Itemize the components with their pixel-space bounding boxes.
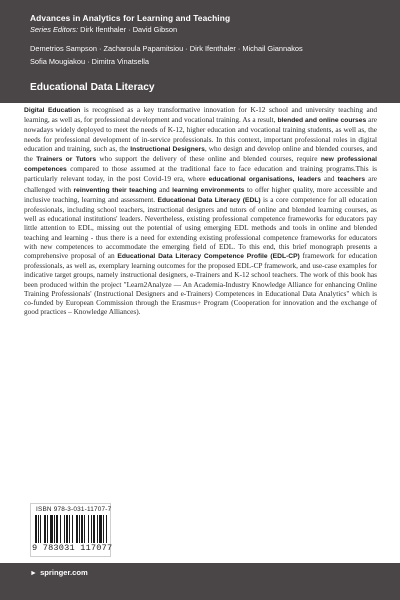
barcode-bar [81, 515, 83, 543]
blurb-segment: and [156, 184, 173, 194]
barcode-bar [38, 515, 39, 543]
arrow-icon: ► [30, 570, 37, 577]
barcode-bar [56, 515, 58, 543]
blurb-emphasis: Digital Education [24, 107, 81, 114]
book-title: Educational Data Literacy [30, 82, 155, 93]
blurb-emphasis: learning environments [172, 186, 245, 194]
barcode-bar [47, 515, 48, 543]
barcode-bar [66, 515, 68, 543]
blurb-emphasis: new professional competences [24, 156, 377, 174]
barcode-bar [97, 515, 98, 543]
blurb-segment: is recognised as a key transformative innovation for K-12 school and university teaching and learning, as well as, for professional development and vocational training. As a result, [24, 105, 378, 125]
barcode-bar [35, 515, 37, 543]
barcode-bar [60, 515, 61, 543]
cover-header-band [0, 0, 400, 103]
blurb-emphasis: educational organisations, leaders [208, 176, 321, 184]
blurb-segment: are nowadays widely deployed to meet the needs of K-12, higher education and vocational training students, as well as, the needs for professional development of in-service professionals. In this context, important professional roles in digital education and training, such as, the [24, 115, 377, 153]
barcode-digits: 9 783031 117077 [32, 543, 113, 553]
blurb-text [24, 105, 377, 316]
series-editors [30, 25, 177, 34]
series-editors-names: Dirk Ifenthaler · David Gibson [80, 25, 178, 34]
barcode-bar [88, 515, 89, 543]
authors-line: Sofia Mougiakou · Dimitra Vinatsella [30, 56, 149, 66]
barcode-bar [69, 515, 70, 543]
blurb-emphasis: teachers [337, 176, 366, 184]
series-title: Advances in Analytics for Learning and Teaching [30, 13, 231, 23]
blurb-segment: are challenged with [24, 174, 377, 194]
barcode-bar [84, 515, 85, 543]
barcode-bar [79, 515, 80, 543]
barcode-bar [76, 515, 78, 543]
blurb-segment: compared to those assumed at the traditional face to face education and training programs.This is particularly relevant today, in the post Covid-19 era, where [24, 164, 377, 184]
barcode-bar [50, 515, 53, 543]
isbn-text: ISBN 978-3-031-11707-7 [36, 506, 112, 513]
blurb-emphasis: Educational Data Literacy Competence Profile (EDL-CP) [117, 253, 300, 261]
blurb-emphasis: reinventing their teaching [73, 186, 157, 194]
barcode-bar [106, 515, 107, 543]
blurb-emphasis: blended and online courses [277, 117, 367, 125]
authors [30, 43, 380, 68]
barcode-bar [99, 515, 102, 543]
blurb-emphasis: Trainers or Tutors [36, 156, 97, 164]
barcode-bar [44, 515, 46, 543]
series-editors-label: Series Editors: [30, 25, 79, 34]
blurb-segment: framework for education professionals, as well as, exemplary learning outcomes for the proposed EDL-CP framework, and use-case examples for indicative target groups, namely instructional designers, e-Trainers and K-12 school teachers. The work of this book has been produced within the project "Learn2Analyze — An Academia-Industry Knowledge Alliance for enhancing Online Training Professionals' (Instructional Designers and e-Trainers) Competences in Educational Data Analytics" which is co-funded by European Commission through the Erasmus+ Program (Cooperation for innovation and the exchange of good practices – Knowledge Alliances). [24, 251, 377, 317]
blurb-emphasis: Educational Data Literacy (EDL) [157, 196, 261, 204]
barcode-bar [40, 515, 41, 543]
barcode-bar [72, 515, 73, 543]
authors-line: Demetrios Sampson · Zacharoula Papamitsiou · Dirk Ifenthaler · Michail Giannakos [30, 44, 303, 53]
blurb-segment: to offer higher quality, more accessible and inclusive teaching, learning and assessment. [24, 184, 378, 204]
barcode-bar [64, 515, 65, 543]
blurb-emphasis: Instructional Designers [130, 145, 205, 153]
blurb-segment: and [321, 174, 338, 184]
barcode-bar [54, 515, 55, 543]
barcode-bar [93, 515, 95, 543]
publisher-link[interactable] [30, 568, 88, 577]
blurb-segment: is a core competence for all education professionals, including school teachers, instructional designers and tutors of online and blended learning courses, as well as educational institutions' leaders. Nevertheless, existing professional competence frameworks for educators pay little attention to EDL, missing out the potential of using emerging EDL methods and tools in online and blended teaching and learning - thus there is a need for extending existing professional competence frameworks for educators with new competences to accommodate the emerging field of EDL. To this end, this brief monograph presents a comprehensive proposal of an [24, 194, 377, 261]
blurb-segment: who support the delivery of these online and blended courses, require [96, 154, 321, 164]
barcode-bar [91, 515, 92, 543]
blurb-segment: , who design and develop online and blended courses, and the [24, 143, 377, 164]
barcode-image [35, 515, 107, 543]
barcode-bar [103, 515, 104, 543]
publisher-site: springer.com [40, 568, 88, 577]
